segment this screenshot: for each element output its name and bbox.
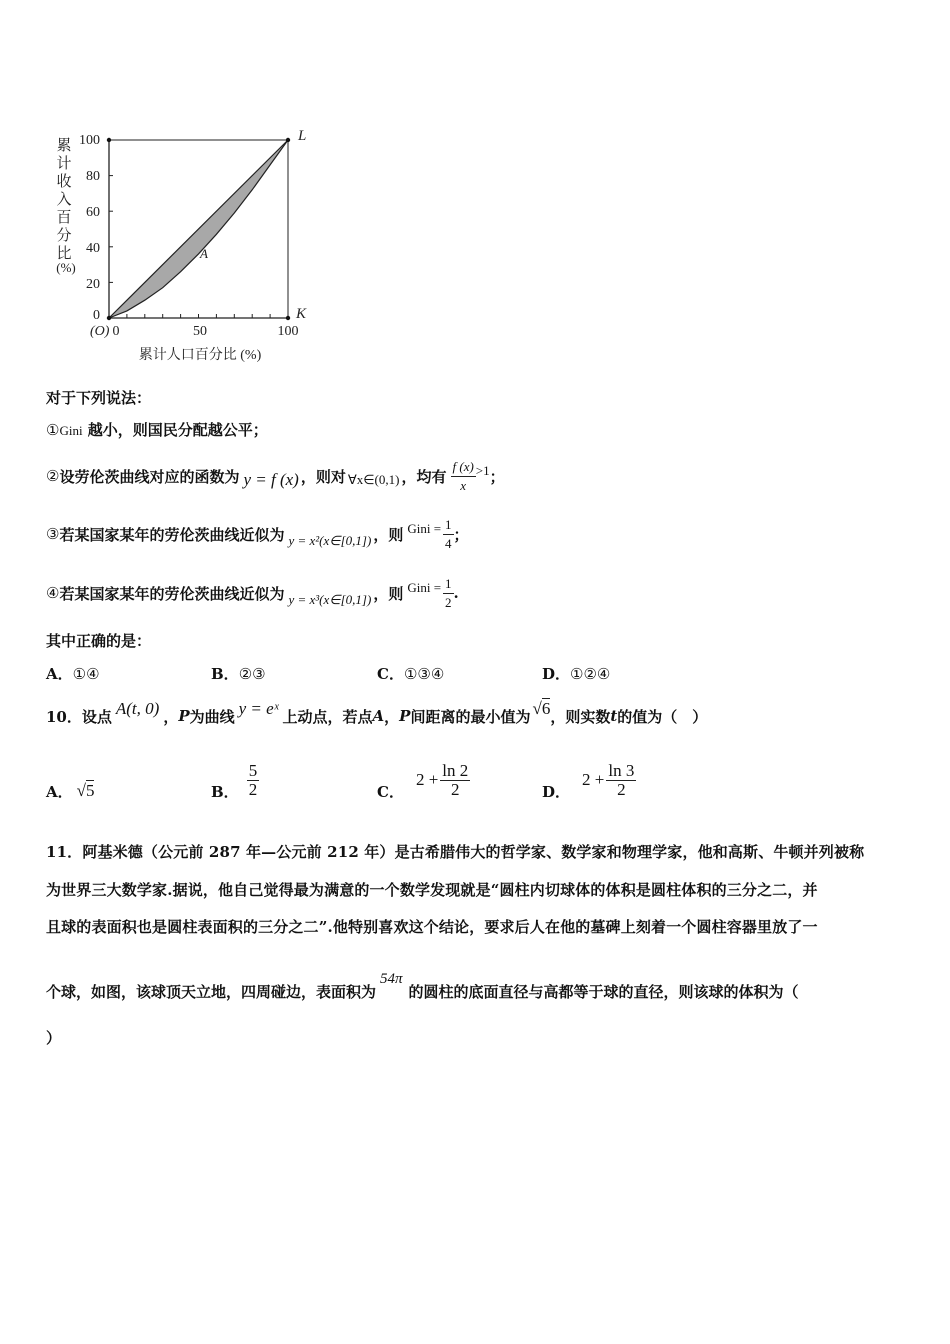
q9-statement-2 xyxy=(46,455,505,497)
sqrt-value: 5 xyxy=(85,781,95,800)
ylabel-unit: (%) xyxy=(56,260,76,275)
option-letter: B． xyxy=(211,665,239,683)
s2-end: ； xyxy=(489,467,505,486)
circled-3: ③ xyxy=(46,526,60,543)
sqrt-icon: √ xyxy=(532,699,542,718)
label-l: L xyxy=(298,128,307,144)
s4-num: 1 xyxy=(443,575,454,594)
origin-label: (O) xyxy=(90,324,110,339)
x-tick-label: 50 xyxy=(193,324,207,339)
option-letter: D． xyxy=(542,665,571,683)
option-text: ①③④ xyxy=(403,667,445,683)
ylabel-char: 计 xyxy=(56,156,72,172)
q10-p3: 上动点，若点 xyxy=(282,707,373,726)
frac-num: 5 xyxy=(248,760,258,780)
q10-P: P xyxy=(178,707,190,725)
q11-line-2: 为世界三大数学家.据说，他自己觉得最为满意的一个数学发现就是“圆柱内切球体的体积是圆柱体积的三分之二，并 xyxy=(46,881,818,899)
q10-p6: ，则实数 xyxy=(550,707,611,726)
s2-text-c: ，均有 xyxy=(401,467,447,486)
s4-gini: Gini = xyxy=(407,580,442,595)
s2-gt: >1 xyxy=(475,463,490,478)
s3-text-a: 若某国家某年的劳伦茨曲线近似为 xyxy=(59,525,285,544)
region-a-label: A xyxy=(200,246,208,261)
q10-p1: ， xyxy=(163,707,179,726)
option-prefix: 2 + xyxy=(415,770,439,789)
x-axis-label: 累计人口百分比 (%) xyxy=(138,348,262,363)
q11-line-4 xyxy=(46,962,799,1002)
s3-text-b: ，则 xyxy=(373,525,404,544)
point-k xyxy=(286,316,290,320)
q10-P2: P xyxy=(399,707,411,725)
q10-option-b[interactable] xyxy=(211,758,259,802)
option-prefix: 2 + xyxy=(582,770,605,789)
s4-text-b: ，则 xyxy=(373,584,404,603)
q10-p7: 的值为（ ） xyxy=(617,707,708,726)
y-tick-label: 0 xyxy=(93,308,100,323)
x-tick-label: 0 xyxy=(112,324,120,339)
ylabel-char: 百 xyxy=(56,210,72,226)
q10-p2: 为曲线 xyxy=(189,707,235,726)
s3-end: ； xyxy=(453,525,469,544)
option-fraction xyxy=(606,762,636,799)
option-text: ①②④ xyxy=(570,667,611,683)
frac-den: 2 xyxy=(248,779,258,799)
q10-A: A xyxy=(372,707,385,725)
x-tick-label: 100 xyxy=(277,324,299,339)
ylabel-char: 分 xyxy=(56,228,72,244)
q11-line-5: ） xyxy=(46,1029,62,1047)
q9-ask: 其中正确的是： xyxy=(46,632,152,650)
s3-num: 1 xyxy=(443,516,454,535)
s3-gini: Gini = xyxy=(407,521,442,536)
ylabel-char: 比 xyxy=(56,246,72,262)
option-fraction xyxy=(247,762,260,799)
frac-den: 2 xyxy=(451,779,460,799)
frac-den: 2 xyxy=(617,779,626,799)
option-letter: A． xyxy=(46,782,73,801)
q10-point: A(t, 0) xyxy=(115,699,160,718)
option-letter: D． xyxy=(542,782,571,801)
y-tick-label: 60 xyxy=(86,205,100,220)
s2-func: y = f (x) xyxy=(243,470,299,489)
circled-1: ① xyxy=(46,423,60,439)
q10-option-a[interactable] xyxy=(46,758,94,802)
y-tick-label: 40 xyxy=(86,241,100,256)
point-o xyxy=(107,316,111,320)
ylabel-char: 收 xyxy=(56,174,72,190)
equality-line xyxy=(109,140,288,318)
circled-2: ② xyxy=(46,468,60,485)
label-k: K xyxy=(296,306,307,322)
lorenz-chart xyxy=(40,128,370,368)
q9-option-b[interactable] xyxy=(211,663,266,684)
y-tick-label: 80 xyxy=(86,169,100,184)
point-top-left xyxy=(107,138,111,142)
y-tick-label: 20 xyxy=(86,277,100,292)
s4-text-a: 若某国家某年的劳伦茨曲线近似为 xyxy=(59,584,285,603)
q10-p5: 间距离的最小值为 xyxy=(410,707,531,726)
q9-option-c[interactable] xyxy=(377,663,444,684)
sqrt-icon: √ xyxy=(76,781,86,800)
q10-curve: y = eˣ xyxy=(238,699,279,718)
s4-end: . xyxy=(453,584,459,602)
s2-frac-num: f (x) xyxy=(451,458,476,477)
point-l xyxy=(286,138,290,142)
s3-den: 4 xyxy=(445,535,452,551)
s2-forall: ∀x∈(0,1) xyxy=(347,472,400,487)
q9-statement-1 xyxy=(46,419,268,440)
s2-fraction xyxy=(451,458,476,495)
option-letter: C． xyxy=(377,665,404,683)
q10-sqrt xyxy=(532,699,550,719)
s2-frac-den: x xyxy=(460,477,467,493)
q10-num: 10．设点 xyxy=(46,707,112,726)
y-tick-label: 100 xyxy=(79,133,100,148)
option-text: ②③ xyxy=(238,667,266,683)
q9-intro: 对于下列说法： xyxy=(46,389,152,407)
sqrt-value: 6 xyxy=(541,699,551,718)
s3-math: y = x²(x∈[0,1]) xyxy=(288,533,372,548)
option-fraction xyxy=(440,762,470,799)
s1-text: 越小，则国民分配越公平； xyxy=(82,421,268,439)
option-letter: B． xyxy=(211,782,239,801)
ylabel-char: 入 xyxy=(56,192,72,208)
s4-fraction xyxy=(443,575,454,612)
s2-text-a: 设劳伦茨曲线对应的函数为 xyxy=(59,467,240,486)
q11-area: 54π xyxy=(380,971,403,987)
q10-stem xyxy=(46,698,707,734)
q11-line-4a: 个球，如图，该球顶天立地，四周碰边，表面积为 xyxy=(46,983,377,1001)
q9-option-a[interactable] xyxy=(46,663,100,684)
circled-4: ④ xyxy=(46,585,60,602)
option-sqrt xyxy=(77,781,95,801)
q9-statement-4 xyxy=(46,571,459,615)
q9-option-d[interactable] xyxy=(542,663,610,684)
q10-t: t xyxy=(610,707,618,725)
ylabel-char: 累 xyxy=(56,138,72,154)
frac-num: ln 3 xyxy=(608,760,635,780)
option-text: ①④ xyxy=(72,667,100,683)
q11-line-1: 11．阿基米德（公元前 287 年—公元前 212 年）是古希腊伟大的哲学家、数学家和物理学家，他和高斯、牛顿并列被称 xyxy=(46,843,865,861)
option-letter: A． xyxy=(46,665,73,683)
q10-p4: ， xyxy=(384,707,400,726)
q11-line-4b: 的圆柱的底面直径与高都等于球的直径，则该球的体积为（ xyxy=(408,983,799,1001)
q11-line-3: 且球的表面积也是圆柱表面积的三分之二”.他特别喜欢这个结论，要求后人在他的墓碑上刻着一个圆柱容器里放了一 xyxy=(46,918,818,936)
frac-num: ln 2 xyxy=(442,760,469,780)
s4-math: y = x³(x∈[0,1]) xyxy=(288,592,372,607)
s2-text-b: ，则对 xyxy=(300,467,346,486)
y-axis-label xyxy=(56,137,76,275)
q9-statement-3 xyxy=(46,512,469,556)
q10-option-c[interactable] xyxy=(377,758,470,802)
q10-option-d[interactable] xyxy=(542,758,636,802)
option-letter: C． xyxy=(377,782,404,801)
gini-text: Gini xyxy=(59,423,83,438)
s4-den: 2 xyxy=(445,594,452,610)
s3-fraction xyxy=(443,516,454,553)
